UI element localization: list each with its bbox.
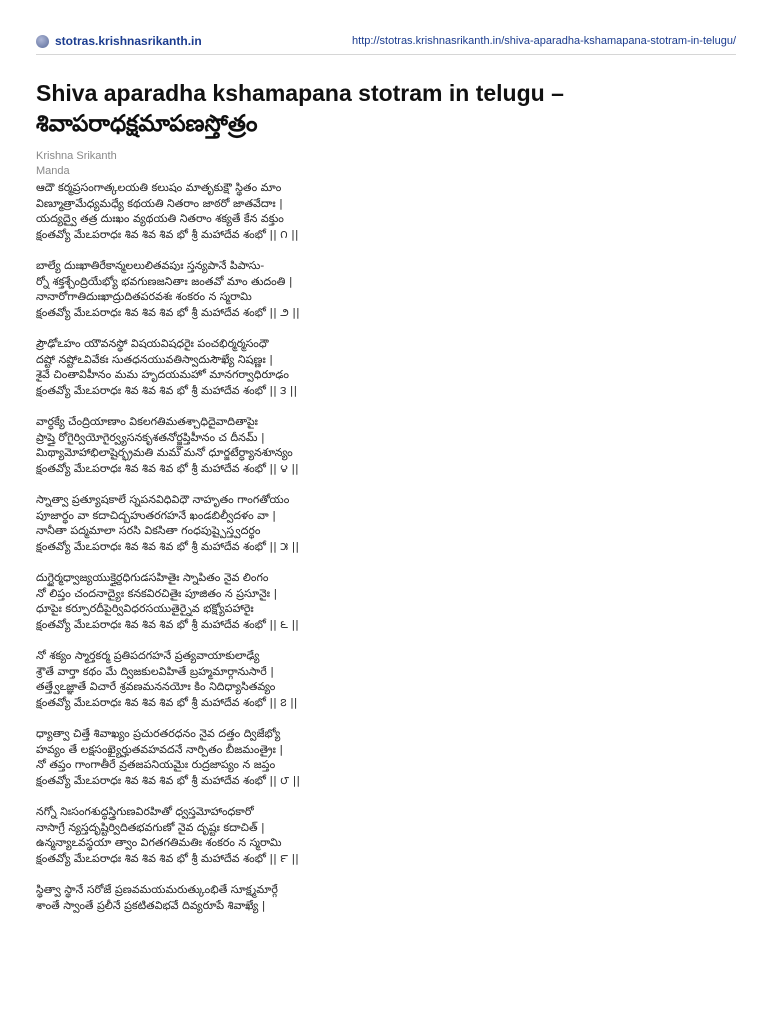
verse-line: నాసాగ్రే న్యస్తదృష్టిర్విదితభవగుణో నైవ దృష్టః కదాచిత్ | <box>36 820 265 834</box>
verse-line: ఆదౌ కర్మప్రసంగాత్కలయతి కలుషం మాతృకుక్షౌ స్థితం మాం <box>36 181 282 194</box>
site-name[interactable]: stotras.krishnasrikanth.in <box>55 34 202 48</box>
verse-line: యద్యద్వై తత్ర దుఃఖం వ్యథయతి నితరాం శక్యతే కేన వక్తుం <box>36 212 284 225</box>
verse-line: మిథ్యామోహాభిలాషైర్భ్రమతి మమ మనో ధూర్జటేర్ధ్యానశూన్యం <box>36 446 293 459</box>
verse-line: స్నాత్వా ప్రత్యూషకాలే స్నపనవిధివిధౌ నాహృతం గాంగతోయం <box>36 493 290 506</box>
verse-line: నగ్నో నిఃసంగశుద్ధస్త్రిగుణవిరహితో ధ్వస్తమోహాంధకారో <box>36 805 254 818</box>
site-link[interactable] <box>36 34 202 48</box>
verse-line: స్థిత్వా స్థానే సరోజే ప్రణవమయమరుత్కుంభితే సూక్ష్మమార్గే <box>36 883 278 896</box>
verse-line: ప్రాప్తై రోగైర్వియోగైర్వ్యసనకృశతనోర్జ్ఞప్తిహీనం చ దీనమ్ | <box>36 430 265 444</box>
verse-line: ధూపైః కర్పూరదీపైర్వివిధరసయుతైర్నైవ భక్ష్యోపహారైః <box>36 602 254 615</box>
verse-line: క్షంతవ్యో మేఽపరాధః శివ శివ శివ భో శ్రీ మహాదేవ శంభో || ౩ || <box>36 383 298 397</box>
verse-line: క్షంతవ్యో మేఽపరాధః శివ శివ శివ భో శ్రీ మహాదేవ శంభో || ౮ || <box>36 773 301 787</box>
globe-icon <box>36 35 49 48</box>
author-block <box>36 149 117 179</box>
verse-line: శాంతే స్వాంతే ప్రలీనే ప్రకటితవిభవే దివ్యరూపే శివాఖ్యే | <box>36 898 266 912</box>
verse-line: నో శక్యం స్మార్తకర్మ ప్రతిపదగహనే ప్రత్యవాయాకులాఢ్యే <box>36 649 260 662</box>
verse <box>36 570 736 632</box>
verse-line: నో లిప్తం చందనాద్యైః కనకవిరచితైః పూజితం న ప్రసూనైః | <box>36 586 278 600</box>
verse <box>36 726 736 788</box>
verse-line: ప్రౌఢోఽహం యౌవనస్థో విషయవిషధరైః పంచభిర్మర్మసంధౌ <box>36 337 269 350</box>
verse-line: పూజార్థం వా కదాచిద్బహుతరగహనే ఖండబిల్వీదళం వా | <box>36 508 276 522</box>
verse-line: ఉన్మన్యాఽవస్థయా త్వాం విగతగతిమతిః శంకరం న స్మరామి <box>36 836 282 849</box>
verse <box>36 336 736 398</box>
page-header <box>36 32 736 50</box>
verse-line: క్షంతవ్యో మేఽపరాధః శివ శివ శివ భో శ్రీ మహాదేవ శంభో || ౯ || <box>36 851 299 865</box>
verse <box>36 492 736 554</box>
verse-line: శ్రౌతే వార్తా కథం మే ద్విజకులవిహితే బ్రహ్మమార్గానుసారే | <box>36 664 274 678</box>
page-title <box>36 78 736 138</box>
verse-line: క్షంతవ్యో మేఽపరాధః శివ శివ శివ భో శ్రీ మహాదేవ శంభో || ౪ || <box>36 461 299 475</box>
verse <box>36 180 736 242</box>
title-line-english: Shiva aparadha kshamapana stotram in telugu – <box>36 80 564 106</box>
author-location: Manda <box>36 165 70 177</box>
verse-line: విణ్మూత్రామేధ్యమధ్యే కథయతి నితరాం జాఠరో జాతవేదాః | <box>36 196 283 210</box>
verse-line: నానీతా పద్మమాలా సరసి వికసితా గంధపుష్పైస్త్వదర్థం <box>36 524 261 537</box>
page-url[interactable]: http://stotras.krishnasrikanth.in/shiva-aparadha-kshamapana-stotram-in-telugu/ <box>352 35 736 47</box>
verse <box>36 414 736 476</box>
verse <box>36 258 736 320</box>
verse-line: బాల్యే దుఃఖాతిరేకాన్మలలులితవపుః స్తన్యపానే పిపాసు- <box>36 259 265 272</box>
verse-line: ధ్యాత్వా చిత్తే శివాఖ్యం ప్రచురతరధనం నైవ దత్తం ద్విజేభ్యో <box>36 727 281 740</box>
verse-line: శైవే చింతావిహీనం మమ హృదయమహో మానగర్వాధిరూఢం <box>36 368 289 381</box>
verse-line: నో తప్తం గాంగాతీరే వ్రతజపనియమైః రుద్రజాప్యం న జప్తం <box>36 758 276 771</box>
verse-line: తత్త్వేఽజ్ఞాతే విచారే శ్రవణమననయోః కిం నిదిధ్యాసితవ్యం <box>36 680 276 693</box>
author-name: Krishna Srikanth <box>36 150 117 162</box>
verse-line: హవ్యం తే లక్షసంఖ్యైర్హుతవహవదనే నార్పితం బీజమంత్రైః | <box>36 742 284 756</box>
verse-line: క్షంతవ్యో మేఽపరాధః శివ శివ శివ భో శ్రీ మహాదేవ శంభో || ౧ || <box>36 227 299 241</box>
verse-line: ర్నో శక్తశ్చేంద్రియేభ్యో భవగుణజనితాః జంతవో మాం తుదంతి | <box>36 274 293 288</box>
stotram-verses <box>36 180 736 929</box>
verse <box>36 804 736 866</box>
verse-line: దుగ్ధైర్మధ్వాజ్యయుక్తైర్దధిగుడసహితైః స్నాపితం నైవ లింగం <box>36 571 269 584</box>
verse-line: క్షంతవ్యో మేఽపరాధః శివ శివ శివ భో శ్రీ మహాదేవ శంభో || ౬ || <box>36 617 299 631</box>
verse <box>36 882 736 913</box>
title-line-telugu: శివాపరాధక్షమాపణస్తోత్రం <box>36 110 258 136</box>
verse-line: క్షంతవ్యో మేఽపరాధః శివ శివ శివ భో శ్రీ మహాదేవ శంభో || ౫ || <box>36 539 300 553</box>
verse-line: వార్ధక్యే చేంద్రియాణాం వికలగతిమతశ్చాధిదైవాదితాపైః <box>36 415 258 428</box>
header-divider <box>36 54 736 55</box>
verse-line: క్షంతవ్యో మేఽపరాధః శివ శివ శివ భో శ్రీ మహాదేవ శంభో || ౭ || <box>36 695 298 709</box>
verse-line: క్షంతవ్యో మేఽపరాధః శివ శివ శివ భో శ్రీ మహాదేవ శంభో || ౨ || <box>36 305 300 319</box>
verse <box>36 648 736 710</box>
verse-line: నానారోగాతిదుఃఖాద్రుదితపరవశః శంకరం న స్మరామి <box>36 290 252 303</box>
verse-line: దష్టో నష్టోఽవివేకః సుతధనయువతిస్వాదుసౌఖ్యే నిషణ్ణః | <box>36 352 273 366</box>
